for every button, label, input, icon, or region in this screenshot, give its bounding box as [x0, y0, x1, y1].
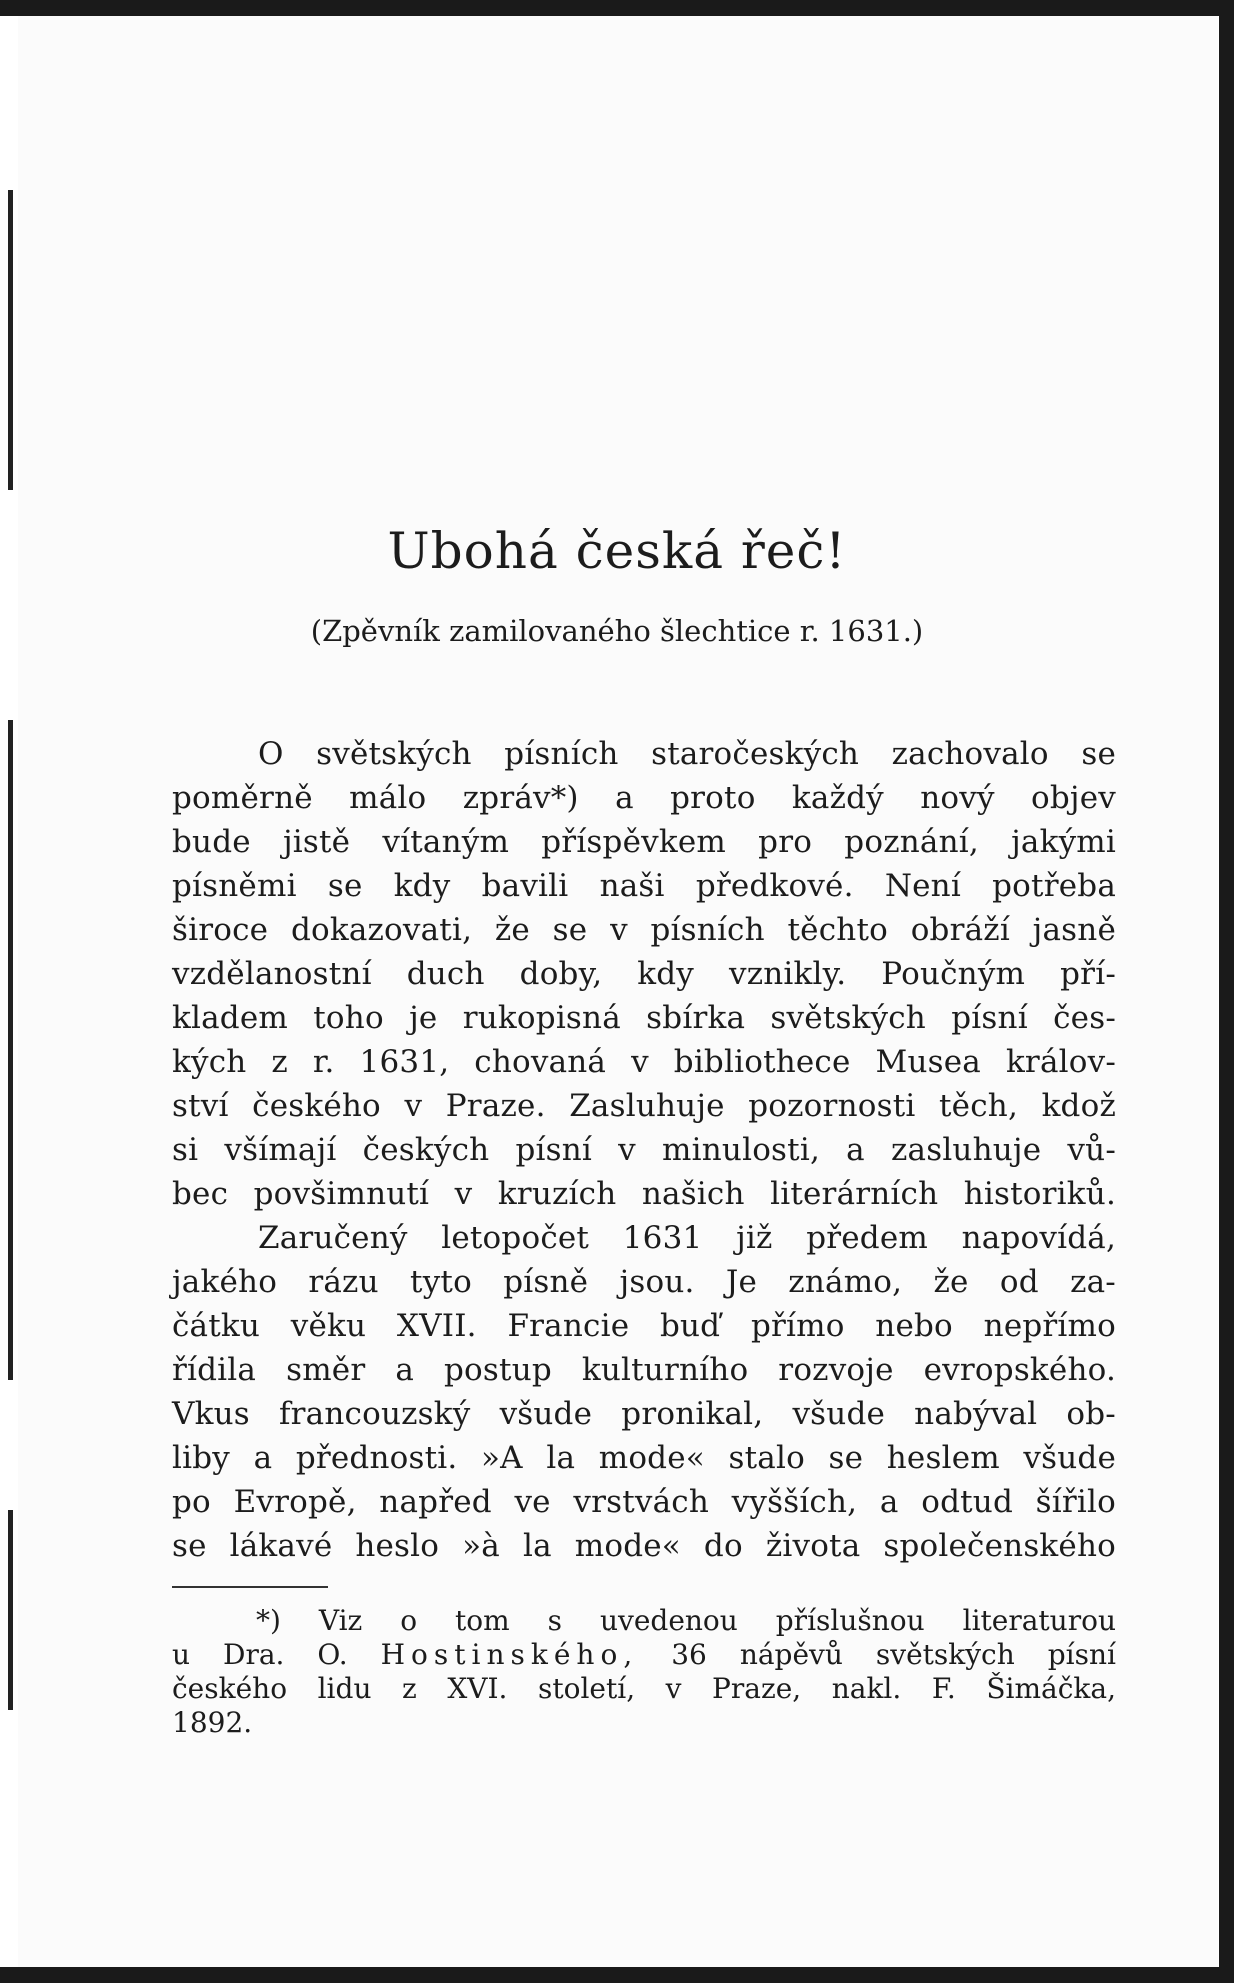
binding-mark	[8, 190, 13, 490]
footnote-text: 36 nápěvů světských písní	[671, 1638, 1116, 1671]
page-subtitle: (Zpěvník zamilovaného šlechtice r. 1631.)	[310, 614, 924, 648]
body-line: ství českého v Praze. Zasluhuje pozornosti těch, kdož	[172, 1088, 1116, 1124]
binding-mark	[8, 1510, 13, 1710]
body-line: široce dokazovati, že se v písních těchto obráží jasně	[172, 912, 1116, 948]
body-line: po Evropě, napřed ve vrstvách vyšších, a odtud šířilo	[172, 1484, 1116, 1520]
body-line: řídila směr a postup kulturního rozvoje evropského.	[172, 1352, 1116, 1388]
body-line: jakého rázu tyto písně jsou. Je známo, že od za-	[172, 1264, 1116, 1300]
footnote	[172, 1604, 1116, 1740]
body-line: bec povšimnutí v kruzích našich literárních historiků.	[172, 1176, 1116, 1212]
body-line: bude jistě vítaným příspěvkem pro poznání, jakými	[172, 824, 1116, 860]
body-line: poměrně málo zpráv*) a proto každý nový objev	[172, 780, 1116, 816]
footnote-line: *) Viz o tom s uvedenou příslušnou literaturou	[256, 1604, 1116, 1637]
body-line: Zaručený letopočet 1631 již předem napovídá,	[258, 1220, 1116, 1256]
footnote-line	[172, 1638, 1116, 1672]
body-paragraphs	[172, 732, 1116, 1568]
binding-mark	[8, 720, 13, 1380]
body-line: kých z r. 1631, chovaná v bibliothece Musea králov-	[172, 1044, 1116, 1080]
body-line: čátku věku XVII. Francie buď přímo nebo nepřímo	[172, 1308, 1116, 1344]
body-line: vzdělanostní duch doby, kdy vznikly. Poučným pří-	[172, 956, 1116, 992]
body-line: se lákavé heslo »à la mode« do života společenského	[172, 1528, 1116, 1564]
body-line: písněmi se kdy bavili naši předkové. Není potřeba	[172, 868, 1116, 904]
footnote-line: 1892.	[172, 1706, 253, 1739]
page-title: Ubohá česká řeč!	[387, 522, 847, 580]
body-line: si všímají českých písní v minulosti, a zasluhuje vů-	[172, 1132, 1116, 1168]
scan-border-right	[1219, 0, 1234, 1983]
scan-border-top	[0, 0, 1234, 16]
scan-border-bottom	[0, 1967, 1234, 1983]
body-line: kladem toho je rukopisná sbírka světských písní čes-	[172, 1000, 1116, 1036]
footnote-author-name: Hostinského,	[380, 1638, 639, 1671]
body-line: O světských písních staročeských zachovalo se	[258, 736, 1116, 772]
footnote-line: českého lidu z XVI. století, v Praze, nakl. F. Šimáčka,	[172, 1672, 1116, 1705]
body-line: Vkus francouzský všude pronikal, všude nabýval ob-	[172, 1396, 1116, 1432]
footnote-divider	[172, 1586, 328, 1588]
body-line: liby a přednosti. »A la mode« stalo se heslem všude	[172, 1440, 1116, 1476]
footnote-text: u Dra. O.	[172, 1638, 348, 1671]
